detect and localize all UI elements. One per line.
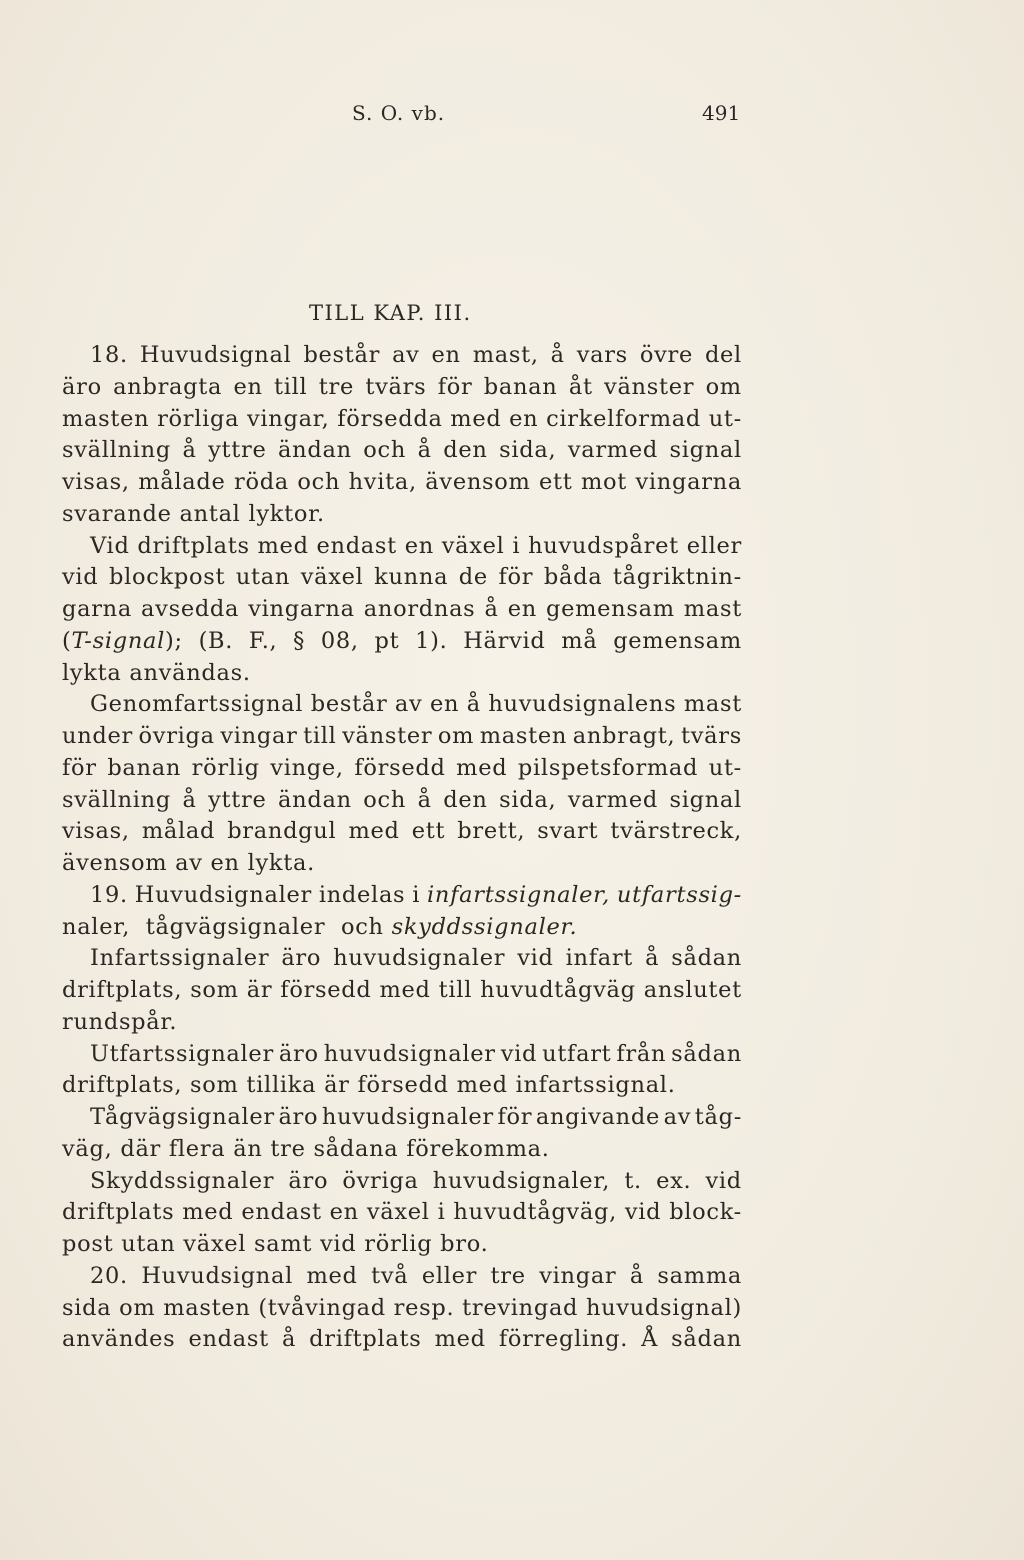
body-text [62,340,742,1356]
word: består [303,342,381,368]
word: utfartssig- [616,881,742,908]
text-line [62,975,742,1007]
word: av [394,691,423,718]
word: resp. [393,1294,455,1321]
word: banan [483,373,558,400]
word: under [62,723,133,749]
text-line [62,785,742,817]
word: huvudsignaler [323,1040,496,1067]
word: två [371,1262,409,1289]
word: med [257,532,309,559]
word: växel [300,564,364,591]
word: och [340,913,392,940]
word: sådan [671,1326,742,1353]
word: huvudtågväg [480,977,636,1003]
text-line [62,1007,742,1039]
page-number: 491 [702,101,741,125]
word: tågriktnin- [612,564,742,591]
word: sådan [671,945,742,972]
word: sida [62,1294,112,1321]
word: åt [568,373,593,400]
word: masten [62,405,150,432]
word: varmed [567,786,658,813]
word: tre [270,1135,314,1162]
word: (B. [198,627,234,654]
word: brett, [457,818,526,845]
text-line [62,1039,742,1071]
word: med [456,1072,516,1099]
running-title: S. O. vb. [352,101,446,125]
word: vänster [604,373,695,400]
word: tre [318,373,355,400]
word: sådan [671,1040,742,1067]
word: vid [500,1040,538,1067]
text-line [62,816,742,848]
word: är [324,1072,358,1099]
word: försedd [354,754,446,781]
word: vinge, [270,754,344,781]
text-line [62,943,742,975]
word: lykta [62,659,130,686]
word: brandgul [227,818,337,845]
word: vid [62,564,99,591]
word: förekomma. [406,1135,550,1162]
word: vid [319,1231,365,1257]
word: infart [565,945,634,972]
text-line [62,1102,742,1134]
section-heading: TILL KAP. III. [309,301,472,325]
word: än [233,1135,271,1162]
word: för [437,373,473,400]
word: ett [411,818,446,845]
word: å [417,786,432,813]
word: ändan [278,437,352,464]
word: mot [581,469,628,495]
word: svällning [62,437,171,464]
word: med [456,754,508,781]
text-line [62,880,742,912]
text-line [62,721,742,753]
text-line [62,499,742,531]
word: visas, [62,469,130,495]
word: huvudsignaler [333,945,506,972]
word: växel [441,532,505,559]
text-line [62,912,742,944]
word: driftplats, [62,977,183,1003]
word: de [458,564,488,591]
word: användas. [129,659,251,686]
word: eller [686,532,742,559]
text-line [62,753,742,785]
word: endast [188,1326,269,1353]
word: pt [374,627,400,654]
word: å [484,596,499,622]
word: 20. [90,1262,128,1289]
word: tre [490,1262,526,1289]
word: signal [669,786,742,813]
word: ävensom [62,850,176,876]
word: den [443,437,488,464]
word: driftplats [137,532,250,559]
word: F., [248,627,278,654]
word: med [182,1199,234,1226]
word: om [437,723,475,749]
word: vid [624,1199,662,1226]
word: en [509,405,539,432]
text-line [62,626,742,658]
word: en [329,1199,359,1226]
word: skyddssignaler. [391,913,578,940]
word: svart [537,818,599,845]
word: anordnas [363,596,476,622]
text-line [62,848,742,880]
word: med [348,818,400,845]
word: blockpost [109,564,226,591]
word: äro [288,1167,329,1194]
word: Infartssignaler [90,945,270,972]
word: 1). [415,627,448,654]
word: bro. [440,1231,489,1257]
word: rundspår. [62,1008,178,1035]
word: vingarna [248,596,355,622]
word: kunna [374,564,449,591]
word: masten [479,723,568,749]
text-line [62,1261,742,1293]
word: infartssignaler, [427,881,611,908]
word: växel [183,1231,254,1257]
word: Utfartssignaler [90,1040,274,1067]
word: med [379,977,431,1003]
word: som [190,977,239,1003]
word: försedd [280,977,372,1003]
word: mast [683,691,742,718]
text-line [62,340,742,372]
word: och [363,437,407,464]
word: huvudsignaler [321,1104,494,1130]
word: om [705,373,742,400]
word: rörliga [157,405,240,432]
word: övriga [138,723,215,749]
word: målad [141,818,216,845]
word: cirkelformad [546,405,701,432]
word: Huvudsignal [139,342,292,368]
word: masten [163,1294,251,1321]
word: i [412,881,421,908]
word: Skyddssignaler [90,1167,275,1194]
word: lykta. [247,850,315,876]
word: till [303,723,337,749]
word: utfart [542,1040,612,1067]
word: yttre [208,786,267,813]
word: rörlig [191,754,260,781]
word: i [512,532,521,559]
word: flera [168,1135,234,1162]
word: huvudtågväg, [453,1199,617,1226]
word: en [233,373,263,400]
word: för [62,754,97,781]
word: vingar, [246,405,330,432]
word: sida, [499,437,557,464]
word: utan [235,564,291,591]
text-line [62,1324,742,1356]
word: driftplats, [62,1072,191,1099]
word: är [246,977,273,1003]
word: hvita, [348,469,417,495]
text-line [62,531,742,563]
word: sådana [313,1135,407,1162]
word: sida, [499,786,557,813]
word: till [438,977,473,1003]
word: ut- [708,405,742,432]
word: en [431,342,461,368]
text-line [62,1293,742,1325]
word: å [281,1326,297,1353]
word: röda [234,469,289,495]
word: tillika [246,1072,325,1099]
word: samt [253,1231,320,1257]
word: och [363,786,407,813]
word: t. [624,1167,642,1194]
word: övre [639,342,693,368]
word: av [663,1104,692,1130]
word: med [306,1262,358,1289]
word: banan [107,754,182,781]
word: målade [138,469,226,495]
word: äro [278,1040,319,1067]
word: signal [669,437,742,464]
word: mast [683,596,742,622]
word: förregling. [498,1326,629,1353]
word: visas, [62,818,130,845]
word: där [120,1135,169,1162]
text-line [62,562,742,594]
word: indelas [318,881,406,908]
word: äro [281,945,322,972]
word: varmed [567,437,658,464]
word: tåg- [694,1104,742,1130]
word: väg, [62,1135,121,1162]
word: av [392,342,420,368]
word: gemensam [613,627,742,654]
word: å [645,945,660,972]
word: ut- [708,754,742,781]
word: användes [62,1326,176,1353]
word: Huvudsignaler [134,881,312,908]
word: växel [366,1199,430,1226]
word: driftplats [309,1326,422,1353]
word: ett [539,469,573,495]
word: infartssignal. [515,1072,676,1099]
word: den [443,786,488,813]
word: och [297,469,341,495]
text-line [62,435,742,467]
word: försedda [337,405,443,432]
word: äro [62,373,102,400]
word: antal [179,500,249,527]
word: vänster [342,723,433,749]
word: Tågvägsignaler [90,1104,275,1130]
text-line [62,1197,742,1229]
word: anslutet [643,977,742,1003]
word: vingar [539,1262,617,1289]
text-line [62,1166,742,1198]
word: naler, [62,913,138,940]
word: huvudsignal) [585,1294,742,1321]
text-line [62,594,742,626]
word: en [404,532,434,559]
word: vingar [220,723,298,749]
word: 18. [90,342,128,368]
word: Genomfartssignal [90,691,304,718]
word: Vid [90,532,130,559]
word: lyktor. [248,500,325,527]
word: tvärs [365,373,427,400]
word: en [507,596,537,622]
text-line [62,658,742,690]
word: (T-signal); [62,627,183,654]
word: rörlig [364,1231,441,1257]
word: båda [543,564,603,591]
word: anbragt, [572,723,676,749]
word: vid [705,1167,742,1194]
word: Huvudsignal [141,1262,294,1289]
text-line [62,689,742,721]
word: del [704,342,742,368]
word: § [293,627,306,654]
word: som [190,1072,247,1099]
word: huvudsignaler, [432,1167,611,1194]
word: gemensam [545,596,675,622]
word: avsedda [141,596,240,622]
word: å [550,342,565,368]
word: trevingad [462,1294,579,1321]
text-line [62,467,742,499]
word: ävensom [425,469,531,495]
text-line [62,1134,742,1166]
word: yttre [208,437,267,464]
word: 19. [90,881,128,908]
word: består [310,691,388,718]
word: för [498,564,534,591]
word: ändan [278,786,352,813]
word: endast [241,1199,322,1226]
word: ex. [656,1167,692,1194]
word: endast [316,532,397,559]
word: (tvåvingad [258,1294,386,1321]
word: i [437,1199,446,1226]
word: utan [121,1231,184,1257]
word: tvärstreck, [610,818,742,845]
word: huvudspåret [528,532,679,559]
word: vingarna [635,469,742,495]
word: svarande [62,500,180,527]
word: med [434,1326,486,1353]
word: Å [641,1326,659,1353]
word: med [450,405,502,432]
word: å [466,691,481,718]
word: vars [576,342,628,368]
word: å [629,1262,644,1289]
word: en [210,850,248,876]
word: från [616,1040,667,1067]
text-line [62,372,742,404]
text-line [62,1229,742,1261]
word: tvärs [680,723,742,749]
word: äro [278,1104,319,1130]
word: anbragta [113,373,223,400]
word: mast, [472,342,539,368]
word: å [182,437,197,464]
word: övriga [342,1167,419,1194]
word: till [274,373,308,400]
word: post [62,1231,122,1257]
word: må [561,627,598,654]
word: Härvid [463,627,546,654]
word: 08, [320,627,359,654]
word: för [497,1104,533,1130]
text-line [62,404,742,436]
word: samma [657,1262,742,1289]
word: försedd [357,1072,457,1099]
word: block- [669,1199,742,1226]
word: å [417,437,432,464]
word: å [182,786,197,813]
word: pilspetsformad [517,754,699,781]
word: en [429,691,460,718]
word: huvudsignalens [488,691,677,718]
word: vid [517,945,554,972]
word: om [119,1294,156,1321]
word: garna [62,596,132,622]
word: eller [421,1262,478,1289]
word: angivande [535,1104,660,1130]
word: av [175,850,211,876]
word: svällning [62,786,171,813]
word: driftplats [62,1199,175,1226]
word: tågvägsignaler [145,913,334,940]
text-line [62,1070,742,1102]
